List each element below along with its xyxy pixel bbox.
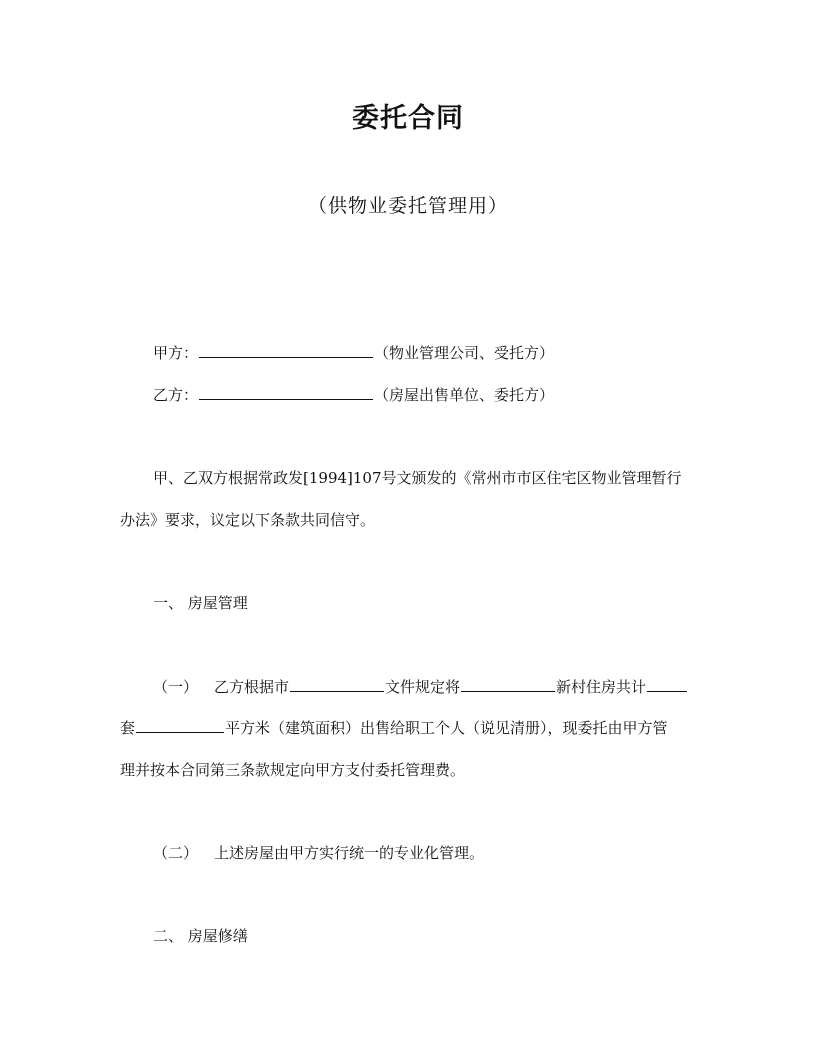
document-subtitle: （供物业委托管理用） — [307, 195, 508, 217]
item-2-text: 上述房屋由甲方实行统一的专业化管理。 — [214, 844, 485, 862]
party-a-blank — [199, 342, 373, 358]
party-a-label: 甲方： — [153, 344, 199, 362]
party-b-note: （房屋出售单位、委托方） — [374, 386, 555, 404]
section-1-item-1-line-1 — [153, 676, 688, 697]
party-b-line — [153, 384, 554, 405]
item-1-text-a: 乙方根据市 — [214, 678, 290, 696]
unit-count-blank — [647, 676, 687, 692]
item-1-number: （一） — [153, 678, 199, 696]
item-1-text-d: 套 — [120, 719, 136, 737]
section-1-heading: 一、 房屋管理 — [153, 594, 248, 612]
document-title: 委托合同 — [352, 103, 464, 134]
preamble-line-2: 办法》要求，议定以下条款共同信守。 — [120, 511, 376, 529]
section-1-item-2 — [153, 842, 484, 863]
party-b-label: 乙方： — [153, 386, 199, 404]
party-b-blank — [199, 384, 373, 400]
item-1-text-c: 新村住房共计 — [556, 678, 647, 696]
village-name-blank — [461, 676, 555, 692]
city-document-blank — [290, 676, 384, 692]
party-a-note: （物业管理公司、受托方） — [374, 344, 555, 362]
item-1-text-e: 平方米（建筑面积）出售给职工个人（说见清册），现委托由甲方管 — [225, 719, 668, 737]
area-blank — [136, 717, 224, 733]
section-2-heading: 二、 房屋修缮 — [153, 927, 248, 945]
item-1-text-b: 文件规定将 — [385, 678, 461, 696]
preamble-line-1: 甲、乙双方根据常政发[1994]107号文颁发的《常州市市区住宅区物业管理暂行 — [153, 469, 682, 487]
party-a-line — [153, 342, 554, 363]
section-1-item-1-line-2 — [120, 717, 668, 738]
item-2-number: （二） — [153, 844, 199, 862]
section-1-item-1-line-3: 理并按本合同第三条款规定向甲方支付委托管理费。 — [120, 761, 466, 779]
